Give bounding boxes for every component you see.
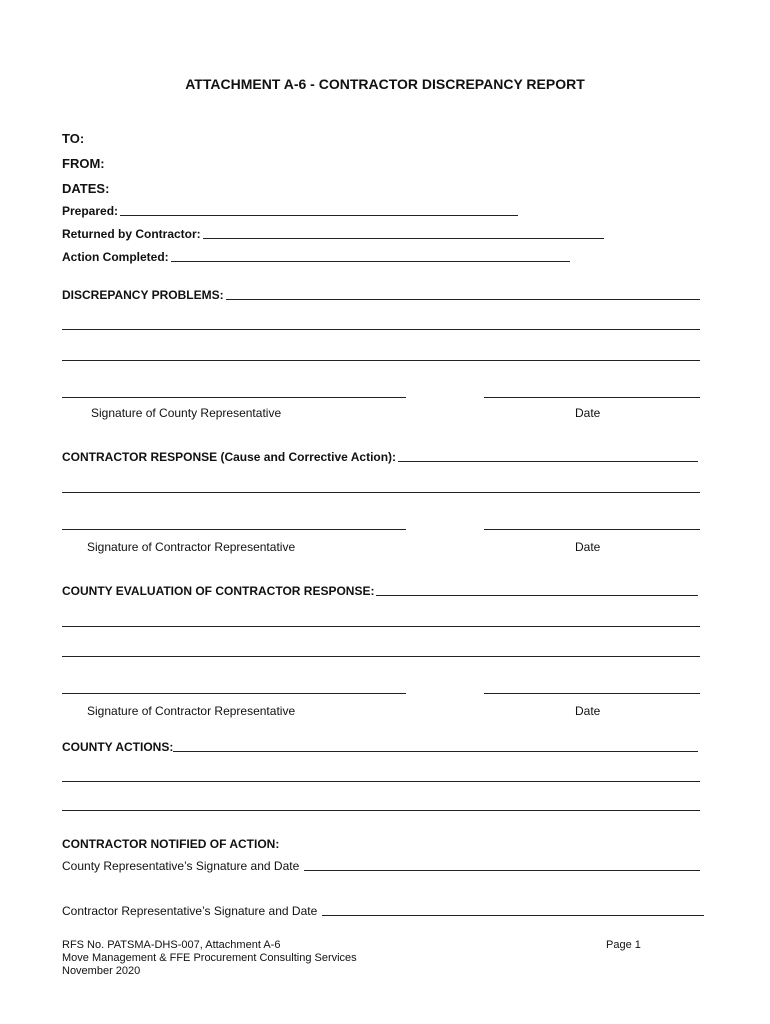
footer-info (62, 939, 357, 978)
contractor-signature-line-1[interactable] (62, 529, 406, 530)
discrepancy-field[interactable] (62, 288, 700, 302)
contractor-date-line-1[interactable] (484, 529, 700, 530)
returned-label: Returned by Contractor: (62, 227, 201, 241)
county-actions-field[interactable] (62, 740, 698, 754)
contractor-response-field[interactable] (62, 450, 698, 464)
dates-label: DATES: (62, 181, 110, 196)
county-actions-line-2[interactable] (62, 781, 700, 782)
contractor-response-label: CONTRACTOR RESPONSE (Cause and Corrective Action): (62, 450, 397, 464)
action-completed-field[interactable] (62, 250, 570, 264)
contractor-date-caption-1: Date (575, 540, 601, 554)
to-label: TO: (62, 131, 85, 146)
discrepancy-label: DISCREPANCY PROBLEMS: (62, 288, 224, 302)
from-label: FROM: (62, 156, 105, 171)
county-actions-line-3[interactable] (62, 810, 700, 811)
footer-line-3: November 2020 (62, 965, 141, 977)
footer-line-1: RFS No. PATSMA-DHS-007, Attachment A-6 (62, 939, 281, 951)
contractor-signature-line-2[interactable] (62, 693, 406, 694)
county-date-line[interactable] (484, 397, 700, 398)
prepared-label: Prepared: (62, 204, 119, 218)
county-evaluation-label: COUNTY EVALUATION OF CONTRACTOR RESPONSE: (62, 584, 375, 598)
discrepancy-line-3[interactable] (62, 360, 700, 361)
prepared-field[interactable] (62, 204, 518, 218)
contractor-signature-caption-1: Signature of Contractor Representative (87, 540, 296, 554)
document-title: ATTACHMENT A-6 - CONTRACTOR DISCREPANCY REPORT (185, 76, 585, 92)
county-evaluation-field[interactable] (62, 584, 698, 598)
footer-line-2: Move Management & FFE Procurement Consulting Services (62, 952, 357, 964)
county-evaluation-line-2[interactable] (62, 626, 700, 627)
county-evaluation-line-3[interactable] (62, 656, 700, 657)
notified-label: CONTRACTOR NOTIFIED OF ACTION: (62, 837, 280, 851)
discrepancy-line-2[interactable] (62, 329, 700, 330)
contractor-date-caption-2: Date (575, 704, 601, 718)
county-date-caption: Date (575, 406, 601, 420)
contractor-date-line-2[interactable] (484, 693, 700, 694)
page-number: Page 1 (606, 939, 641, 951)
action-completed-label: Action Completed: (62, 250, 169, 264)
contractor-sig-date-label: Contractor Representative’s Signature and Date (62, 904, 318, 918)
county-actions-label: COUNTY ACTIONS: (62, 740, 174, 754)
contractor-response-line-2[interactable] (62, 492, 700, 493)
contractor-signature-caption-2: Signature of Contractor Representative (87, 704, 296, 718)
contractor-sig-date-field[interactable] (62, 904, 704, 918)
county-sig-date-label: County Representative’s Signature and Date (62, 859, 300, 873)
county-signature-line[interactable] (62, 397, 406, 398)
county-sig-date-field[interactable] (62, 859, 700, 873)
county-signature-caption: Signature of County Representative (91, 406, 282, 420)
returned-field[interactable] (62, 227, 604, 241)
